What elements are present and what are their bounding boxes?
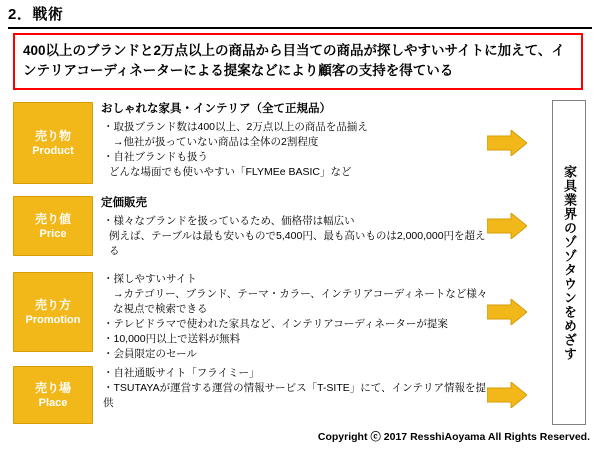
content-place-line-2: ・TSUTAYAが運営する運営の情報サービス「T-SITE」にて、インテリア情報を提供 bbox=[103, 382, 487, 409]
content-promotion-line-1: ・探しやすいサイト bbox=[103, 273, 197, 285]
content-promotion-line-2: →カテゴリー、ブランド、テーマ・カラー、インテリアコーディネートなど様々な視点で検索できる bbox=[113, 288, 488, 315]
content-price-line-2: 例えば、テーブルは最も安いもので5,400円、最も高いものは2,000,000円を超える bbox=[109, 230, 486, 257]
content-place bbox=[101, 366, 491, 411]
content-promotion bbox=[101, 272, 491, 362]
headline-box bbox=[13, 33, 583, 90]
content-promotion-line-5: ・会員限定のセール bbox=[103, 348, 197, 360]
content-promotion-line-3: ・テレビドラマで使われた家具など、インテリアコーディネーターが提案 bbox=[103, 318, 448, 330]
content-place-line-1: ・自社通販サイト「フライミー」 bbox=[103, 367, 260, 379]
content-product-line-4: どんな場面でも使いやすい「FLYMEe BASIC」など bbox=[109, 166, 352, 178]
content-price bbox=[101, 196, 491, 259]
label-product-jp: 売り物 bbox=[34, 128, 71, 143]
row-product bbox=[13, 102, 543, 184]
arrow-price-icon bbox=[487, 213, 527, 239]
headline-text: 400以上のブランドと2万点以上の商品から目当ての商品が探しやすいサイトに加えて、インテリアコーディネーターによる提案などにより顧客の支持を得ている bbox=[23, 43, 565, 78]
content-product-line-3: ・自社ブランドも扱う bbox=[103, 151, 208, 163]
page-title bbox=[8, 6, 592, 29]
label-product-en: Product bbox=[32, 144, 74, 157]
row-promotion bbox=[13, 272, 543, 360]
label-price-en: Price bbox=[39, 227, 67, 240]
label-promotion-jp: 売り方 bbox=[34, 297, 71, 312]
label-place-jp: 売り場 bbox=[34, 380, 71, 395]
title-divider bbox=[8, 27, 592, 29]
content-price-head: 定価販売 bbox=[101, 197, 147, 209]
page-title-text: 2．戦術 bbox=[8, 6, 64, 23]
content-price-line-1: ・様々なブランドを扱っているため、価格帯は幅広い bbox=[103, 215, 355, 227]
label-price-jp: 売り値 bbox=[34, 211, 71, 226]
label-promotion-en: Promotion bbox=[25, 313, 81, 326]
content-product-head: おしゃれな家具・インテリア（全て正規品） bbox=[101, 103, 331, 115]
copyright-footer: Copyright ⓒ 2017 ResshiAoyama All Rights Reserved. bbox=[317, 431, 590, 443]
label-promotion bbox=[13, 272, 93, 352]
content-product-line-1: ・取扱ブランド数は400以上、2万点以上の商品を品揃え bbox=[103, 121, 368, 133]
arrow-promotion-icon bbox=[487, 299, 527, 325]
content-product-line-2: →他社が扱っていない商品は全体の2割程度 bbox=[113, 136, 319, 148]
content-product bbox=[101, 102, 491, 180]
row-price bbox=[13, 196, 543, 256]
label-price bbox=[13, 196, 93, 256]
label-place bbox=[13, 366, 93, 424]
right-summary-box bbox=[552, 100, 586, 425]
arrow-place-icon bbox=[487, 382, 527, 408]
label-product bbox=[13, 102, 93, 184]
arrow-product-icon bbox=[487, 130, 527, 156]
content-promotion-line-4: ・10,000円以上で送料が無料 bbox=[103, 333, 241, 345]
label-place-en: Place bbox=[38, 396, 68, 409]
right-summary-text: 家具業界のゾゾタウンをめざす bbox=[562, 164, 577, 361]
row-place bbox=[13, 366, 543, 424]
